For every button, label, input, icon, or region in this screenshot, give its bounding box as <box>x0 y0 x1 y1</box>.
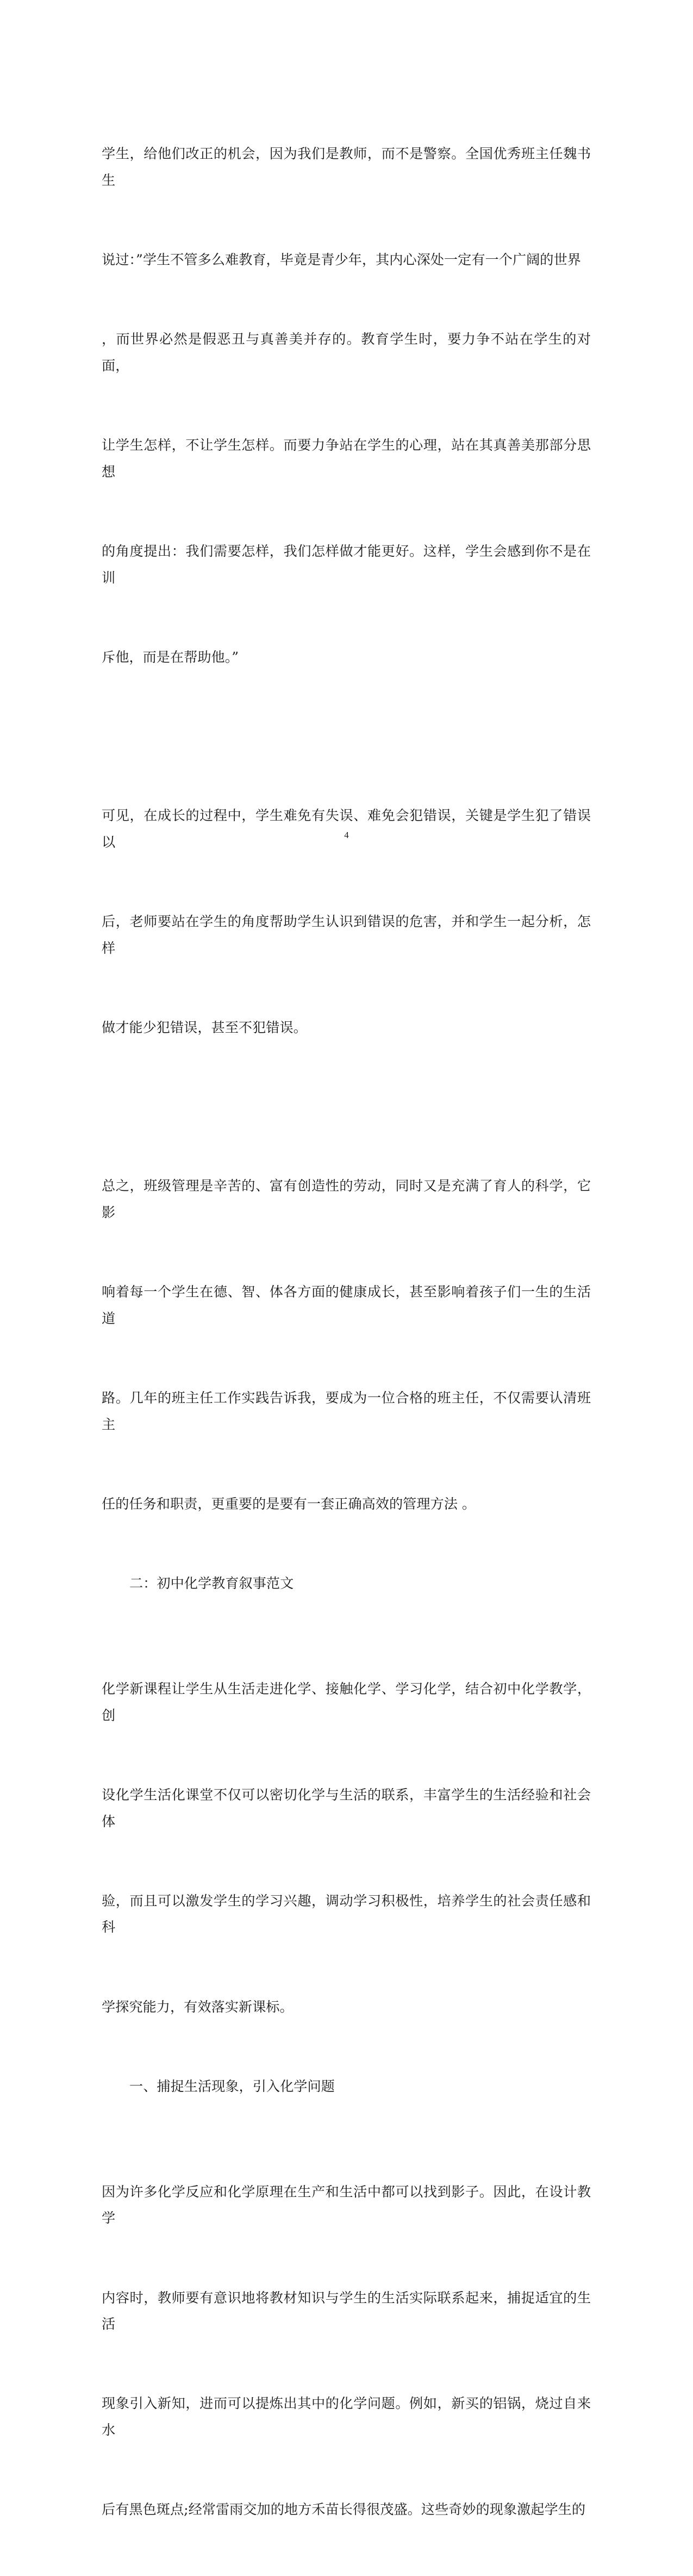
paragraph-3 <box>102 1120 591 1571</box>
text-line: ，而世界必然是假恶丑与真善美并存的。教育学生时，要力争不站在学生的对面， <box>102 331 591 374</box>
document-body <box>102 88 591 2576</box>
text-line: 任的任务和职责，更重要的是要有一套正确高效的管理方法 。 <box>102 1495 476 1512</box>
text-line: 学探究能力，有效落实新课标。 <box>102 1998 294 2015</box>
text-line: 总之，班级管理是辛苦的、富有创造性的劳动，同时又是充满了育人的科学，它影 <box>102 1178 591 1221</box>
text-line: 化学新课程让学生从生活走进化学、接触化学、学习化学，结合初中化学教学，创 <box>102 1681 591 1723</box>
text-line: 响着每一个学生在德、智、体各方面的健康成长，甚至影响着孩子们一生的生活道 <box>102 1284 591 1326</box>
paragraph-4 <box>102 1623 591 2074</box>
text-line: 可见，在成长的过程中，学生难免有失误、难免会犯错误，关键是学生犯了错误以 <box>102 808 591 850</box>
text-line: 因为许多化学反应和化学原理在生产和生活中都可以找到影子。因此，在设计教学 <box>102 2183 591 2226</box>
paragraph-5 <box>102 2126 591 2576</box>
page-number: 4 <box>344 830 349 840</box>
text-line: 做才能少犯错误，甚至不犯错误。 <box>102 1019 307 1035</box>
text-line: 说过：”学生不管多么难教育，毕竟是青少年，其内心深处一定有一个广阔的世界 <box>102 252 581 268</box>
text-line: 设化学生活化课堂不仅可以密切化学与生活的联系，丰富学生的生活经验和社会体 <box>102 1786 591 1829</box>
text-line: 后有黑色斑点;经常雷雨交加的地方禾苗长得很茂盛。这些奇妙的现象激起学生的 <box>102 2501 586 2518</box>
text-line: 路。几年的班主任工作实践告诉我，要成为一位合格的班主任，不仅需要认清班主 <box>102 1390 591 1432</box>
text-line: 斥他，而是在帮助他。” <box>102 649 239 665</box>
paragraph-2 <box>102 750 591 1094</box>
text-line: 内容时，教师要有意识地将教材知识与学生的生活实际联系起来，捕捉适宜的生活 <box>102 2289 591 2332</box>
paragraph-gap <box>102 1094 591 1120</box>
text-line: 学生，给他们改正的机会，因为我们是教师，而不是警察。全国优秀班主任魏书生 <box>102 146 591 189</box>
text-line: 的角度提出：我们需要怎样，我们怎样做才能更好。这样，学生会感到你不是在训 <box>102 543 591 586</box>
section-heading-1: 一、捕捉生活现象，引入化学问题 <box>129 2078 335 2094</box>
text-line: 现象引入新知，进而可以提炼出其中的化学问题。例如，新买的铝锅，烧过自来水 <box>102 2395 591 2438</box>
paragraph-gap <box>102 1597 591 1623</box>
paragraph-1 <box>102 88 591 724</box>
section-heading-2: 二：初中化学教育叙事范文 <box>129 1575 294 1591</box>
text-line: 让学生怎样，不让学生怎样。而要力争站在学生的心理，站在其真善美那部分思想 <box>102 437 591 480</box>
text-line: 后，老师要站在学生的角度帮助学生认识到错误的危害，并和学生一起分析，怎样 <box>102 914 591 956</box>
paragraph-gap <box>102 2100 591 2126</box>
text-line: 验，而且可以激发学生的学习兴趣，调动学习积极性，培养学生的社会责任感和科 <box>102 1892 591 1935</box>
paragraph-gap <box>102 724 591 750</box>
